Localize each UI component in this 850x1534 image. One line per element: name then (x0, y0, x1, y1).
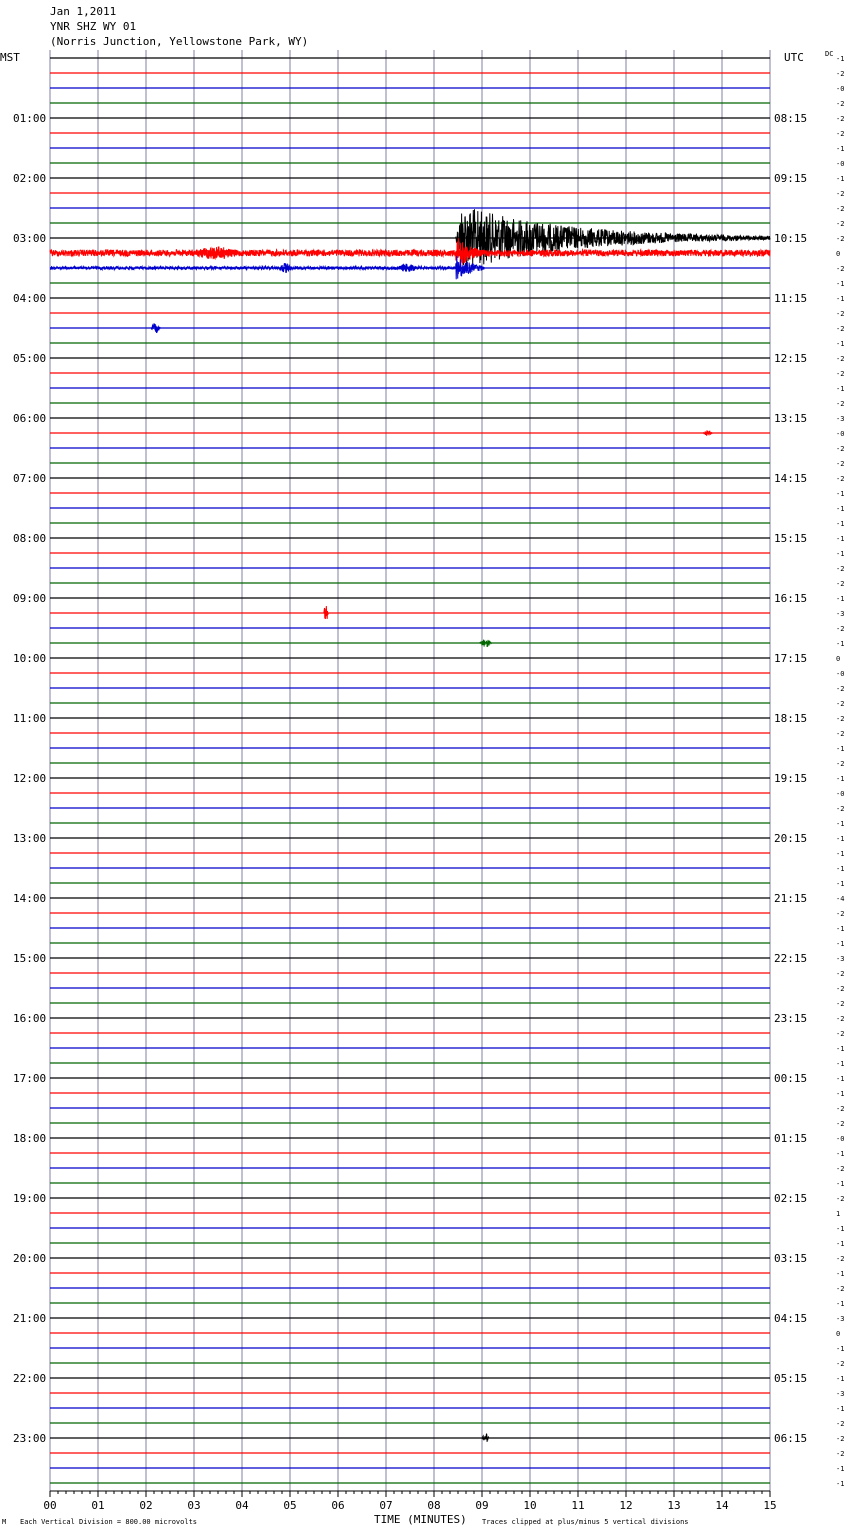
dc-offset-header: DC (825, 50, 834, 58)
x-tick-label: 09 (475, 1499, 489, 1512)
right-hour-label: 08:15 (774, 112, 808, 125)
dc-offset-value: -2 (836, 1105, 845, 1113)
dc-offset-value: -1 (836, 1060, 845, 1068)
right-hour-label: 18:15 (774, 712, 808, 725)
right-hour-label: 19:15 (774, 772, 808, 785)
right-hour-label: 14:15 (774, 472, 808, 485)
dc-offset-value: -1 (836, 385, 845, 393)
x-tick-label: 11 (571, 1499, 585, 1512)
right-hour-label: 22:15 (774, 952, 808, 965)
right-hour-label: 02:15 (774, 1192, 808, 1205)
dc-offset-value: -2 (836, 1285, 845, 1293)
dc-offset-value: -3 (836, 415, 845, 423)
dc-offset-value: -1 (836, 820, 845, 828)
left-hour-label: 09:00 (13, 592, 47, 605)
dc-offset-value: -1 (836, 1375, 845, 1383)
time-axis (43, 1491, 776, 1512)
left-hour-label: 23:00 (13, 1432, 47, 1445)
x-tick-label: 07 (379, 1499, 393, 1512)
left-hour-label: 01:00 (13, 112, 47, 125)
dc-offset-value: -1 (836, 280, 845, 288)
dc-offset-value: -1 (836, 520, 845, 528)
seismic-event-waveform (456, 209, 770, 267)
dc-offset-value: -0 (836, 790, 845, 798)
dc-offset-value: -2 (836, 1420, 845, 1428)
dc-offset-value: -1 (836, 490, 845, 498)
dc-offset-value: -0 (836, 85, 845, 93)
dc-offset-value: -1 (836, 595, 845, 603)
left-hour-label: 16:00 (13, 1012, 47, 1025)
dc-offset-value: -1 (836, 1405, 845, 1413)
dc-offset-value: -1 (836, 1270, 845, 1278)
dc-offset-value: -1 (836, 1345, 845, 1353)
dc-offset-value: -2 (836, 355, 845, 363)
station-location: (Norris Junction, Yellowstone Park, WY) (50, 35, 309, 48)
dc-offset-value: -1 (836, 175, 845, 183)
dc-offset-value: -1 (836, 340, 845, 348)
right-hour-label: 16:15 (774, 592, 808, 605)
dc-offset-value: -2 (836, 1015, 845, 1023)
x-tick-label: 06 (331, 1499, 345, 1512)
dc-offset-value: -1 (836, 745, 845, 753)
left-hour-label: 07:00 (13, 472, 47, 485)
dc-offset-value: -2 (836, 1165, 845, 1173)
dc-offset-value: -2 (836, 70, 845, 78)
right-hour-label: 00:15 (774, 1072, 808, 1085)
dc-offset-value: -1 (836, 865, 845, 873)
seismic-event-waveform (151, 324, 161, 333)
x-tick-label: 04 (235, 1499, 249, 1512)
dc-offset-value: -0 (836, 670, 845, 678)
dc-offset-value: -2 (836, 715, 845, 723)
dc-offset-value: -1 (836, 505, 845, 513)
left-hour-label: 14:00 (13, 892, 47, 905)
dc-offset-value: -2 (836, 805, 845, 813)
right-hour-label: 06:15 (774, 1432, 808, 1445)
left-hour-label: 17:00 (13, 1072, 47, 1085)
x-tick-label: 01 (91, 1499, 105, 1512)
dc-offset-value: -2 (836, 190, 845, 198)
seismic-event-waveform (396, 264, 420, 272)
dc-offset-value: -2 (836, 1360, 845, 1368)
left-hour-label: 13:00 (13, 832, 47, 845)
left-hour-label: 06:00 (13, 412, 47, 425)
left-hour-label: 22:00 (13, 1372, 47, 1385)
record-date: Jan 1,2011 (50, 5, 117, 18)
dc-offset-value: -2 (836, 970, 845, 978)
dc-offset-value: -1 (836, 1150, 845, 1158)
dc-offset-value: -2 (836, 325, 845, 333)
dc-offset-value: -2 (836, 100, 845, 108)
scale-note: Each Vertical Division = 800.00 microvolts (20, 1518, 198, 1526)
seismic-event-waveform (703, 430, 713, 436)
dc-offset-value: -2 (836, 580, 845, 588)
right-hour-label: 12:15 (774, 352, 808, 365)
left-hour-label: 05:00 (13, 352, 47, 365)
x-tick-label: 10 (523, 1499, 537, 1512)
left-hour-label: 15:00 (13, 952, 47, 965)
right-hour-label: 10:15 (774, 232, 808, 245)
dc-offset-value: -3 (836, 1315, 845, 1323)
dc-offset-value: -2 (836, 685, 845, 693)
dc-offset-value: -1 (836, 1225, 845, 1233)
x-tick-label: 05 (283, 1499, 297, 1512)
x-tick-label: 12 (619, 1499, 633, 1512)
dc-offset-value: -2 (836, 1120, 845, 1128)
dc-offset-value: -2 (836, 1255, 845, 1263)
x-tick-label: 15 (763, 1499, 777, 1512)
left-hour-label: 03:00 (13, 232, 47, 245)
dc-offset-value: 0 (836, 1330, 841, 1338)
dc-offset-value: -2 (836, 310, 845, 318)
logo-mark: M (2, 1518, 7, 1526)
x-tick-label: 14 (715, 1499, 729, 1512)
dc-offset-value: -1 (836, 880, 845, 888)
clip-note: Traces clipped at plus/minus 5 vertical divisions (482, 1518, 689, 1526)
dc-offset-value: -1 (836, 640, 845, 648)
dc-offset-value: -2 (836, 220, 845, 228)
dc-offset-value: -2 (836, 460, 845, 468)
left-hour-label: 08:00 (13, 532, 47, 545)
seismic-event-waveform (482, 1434, 489, 1442)
dc-offset-value: -1 (836, 535, 845, 543)
left-hour-label: 12:00 (13, 772, 47, 785)
dc-offset-value: -1 (836, 850, 845, 858)
dc-offset-value: -2 (836, 115, 845, 123)
dc-offset-value: -1 (836, 55, 845, 63)
dc-offset-value: -2 (836, 445, 845, 453)
dc-offset-value: -2 (836, 400, 845, 408)
dc-offset-value: -2 (836, 235, 845, 243)
right-hour-label: 01:15 (774, 1132, 808, 1145)
right-timezone-label: UTC (784, 51, 804, 64)
right-hour-label: 04:15 (774, 1312, 808, 1325)
dc-offset-value: -2 (836, 730, 845, 738)
dc-offset-value: -3 (836, 610, 845, 618)
dc-offset-value: -1 (836, 1075, 845, 1083)
x-tick-label: 02 (139, 1499, 153, 1512)
dc-offset-value: -1 (836, 145, 845, 153)
dc-offset-value: -2 (836, 565, 845, 573)
dc-offset-value: -2 (836, 130, 845, 138)
right-hour-label: 17:15 (774, 652, 808, 665)
right-hour-label: 09:15 (774, 172, 808, 185)
dc-offset-value: -1 (836, 1465, 845, 1473)
right-hour-label: 11:15 (774, 292, 808, 305)
dc-offset-value: -1 (836, 1480, 845, 1488)
dc-offset-value: -2 (836, 205, 845, 213)
right-hour-label: 05:15 (774, 1372, 808, 1385)
seismic-event-waveform (50, 250, 770, 257)
dc-offset-value: -3 (836, 955, 845, 963)
dc-offset-value: -1 (836, 295, 845, 303)
x-tick-label: 03 (187, 1499, 201, 1512)
left-hour-label: 19:00 (13, 1192, 47, 1205)
seismic-event-waveform (480, 640, 492, 647)
dc-offset-value: -2 (836, 985, 845, 993)
dc-offset-value: -0 (836, 160, 845, 168)
seismic-traces (50, 58, 770, 1483)
dc-offset-value: -1 (836, 775, 845, 783)
dc-offset-value: -2 (836, 475, 845, 483)
dc-offset-value: 0 (836, 655, 841, 663)
dc-offset-value: 1 (836, 1210, 841, 1218)
dc-offset-value: -1 (836, 925, 845, 933)
dc-offset-value: -2 (836, 1450, 845, 1458)
station-id: YNR SHZ WY 01 (50, 20, 137, 33)
dc-offset-value: -1 (836, 550, 845, 558)
dc-offset-value: -4 (836, 895, 845, 903)
dc-offset-column (836, 55, 844, 1488)
dc-offset-value: -2 (836, 1195, 845, 1203)
dc-offset-value: -2 (836, 1000, 845, 1008)
right-hour-label: 03:15 (774, 1252, 808, 1265)
dc-offset-value: -0 (836, 430, 845, 438)
dc-offset-value: -2 (836, 1030, 845, 1038)
right-hour-label: 13:15 (774, 412, 808, 425)
dc-offset-value: 0 (836, 250, 841, 258)
right-hour-label: 23:15 (774, 1012, 808, 1025)
dc-offset-value: -3 (836, 1390, 845, 1398)
right-hour-label: 20:15 (774, 832, 808, 845)
dc-offset-value: -0 (836, 1135, 845, 1143)
right-hour-label: 21:15 (774, 892, 808, 905)
dc-offset-value: -1 (836, 940, 845, 948)
dc-offset-value: -1 (836, 835, 845, 843)
left-hour-label: 04:00 (13, 292, 47, 305)
right-hour-label: 15:15 (774, 532, 808, 545)
x-tick-label: 08 (427, 1499, 441, 1512)
dc-offset-value: -1 (836, 1090, 845, 1098)
dc-offset-value: -1 (836, 1045, 845, 1053)
dc-offset-value: -1 (836, 1240, 845, 1248)
dc-offset-value: -1 (836, 1180, 845, 1188)
left-hour-label: 10:00 (13, 652, 47, 665)
dc-offset-value: -2 (836, 370, 845, 378)
left-hour-label: 18:00 (13, 1132, 47, 1145)
left-timezone-label: MST (0, 51, 20, 64)
left-hour-label: 21:00 (13, 1312, 47, 1325)
x-tick-label: 13 (667, 1499, 681, 1512)
left-hour-label: 20:00 (13, 1252, 47, 1265)
left-hour-label: 02:00 (13, 172, 47, 185)
seismic-event-waveform (324, 606, 329, 619)
left-hour-label: 11:00 (13, 712, 47, 725)
dc-offset-value: -2 (836, 910, 845, 918)
dc-offset-value: -2 (836, 265, 845, 273)
dc-offset-value: -2 (836, 1435, 845, 1443)
dc-offset-value: -2 (836, 625, 845, 633)
x-axis-title: TIME (MINUTES) (374, 1513, 467, 1526)
dc-offset-value: -1 (836, 1300, 845, 1308)
dc-offset-value: -2 (836, 760, 845, 768)
dc-offset-value: -2 (836, 700, 845, 708)
x-tick-label: 00 (43, 1499, 57, 1512)
